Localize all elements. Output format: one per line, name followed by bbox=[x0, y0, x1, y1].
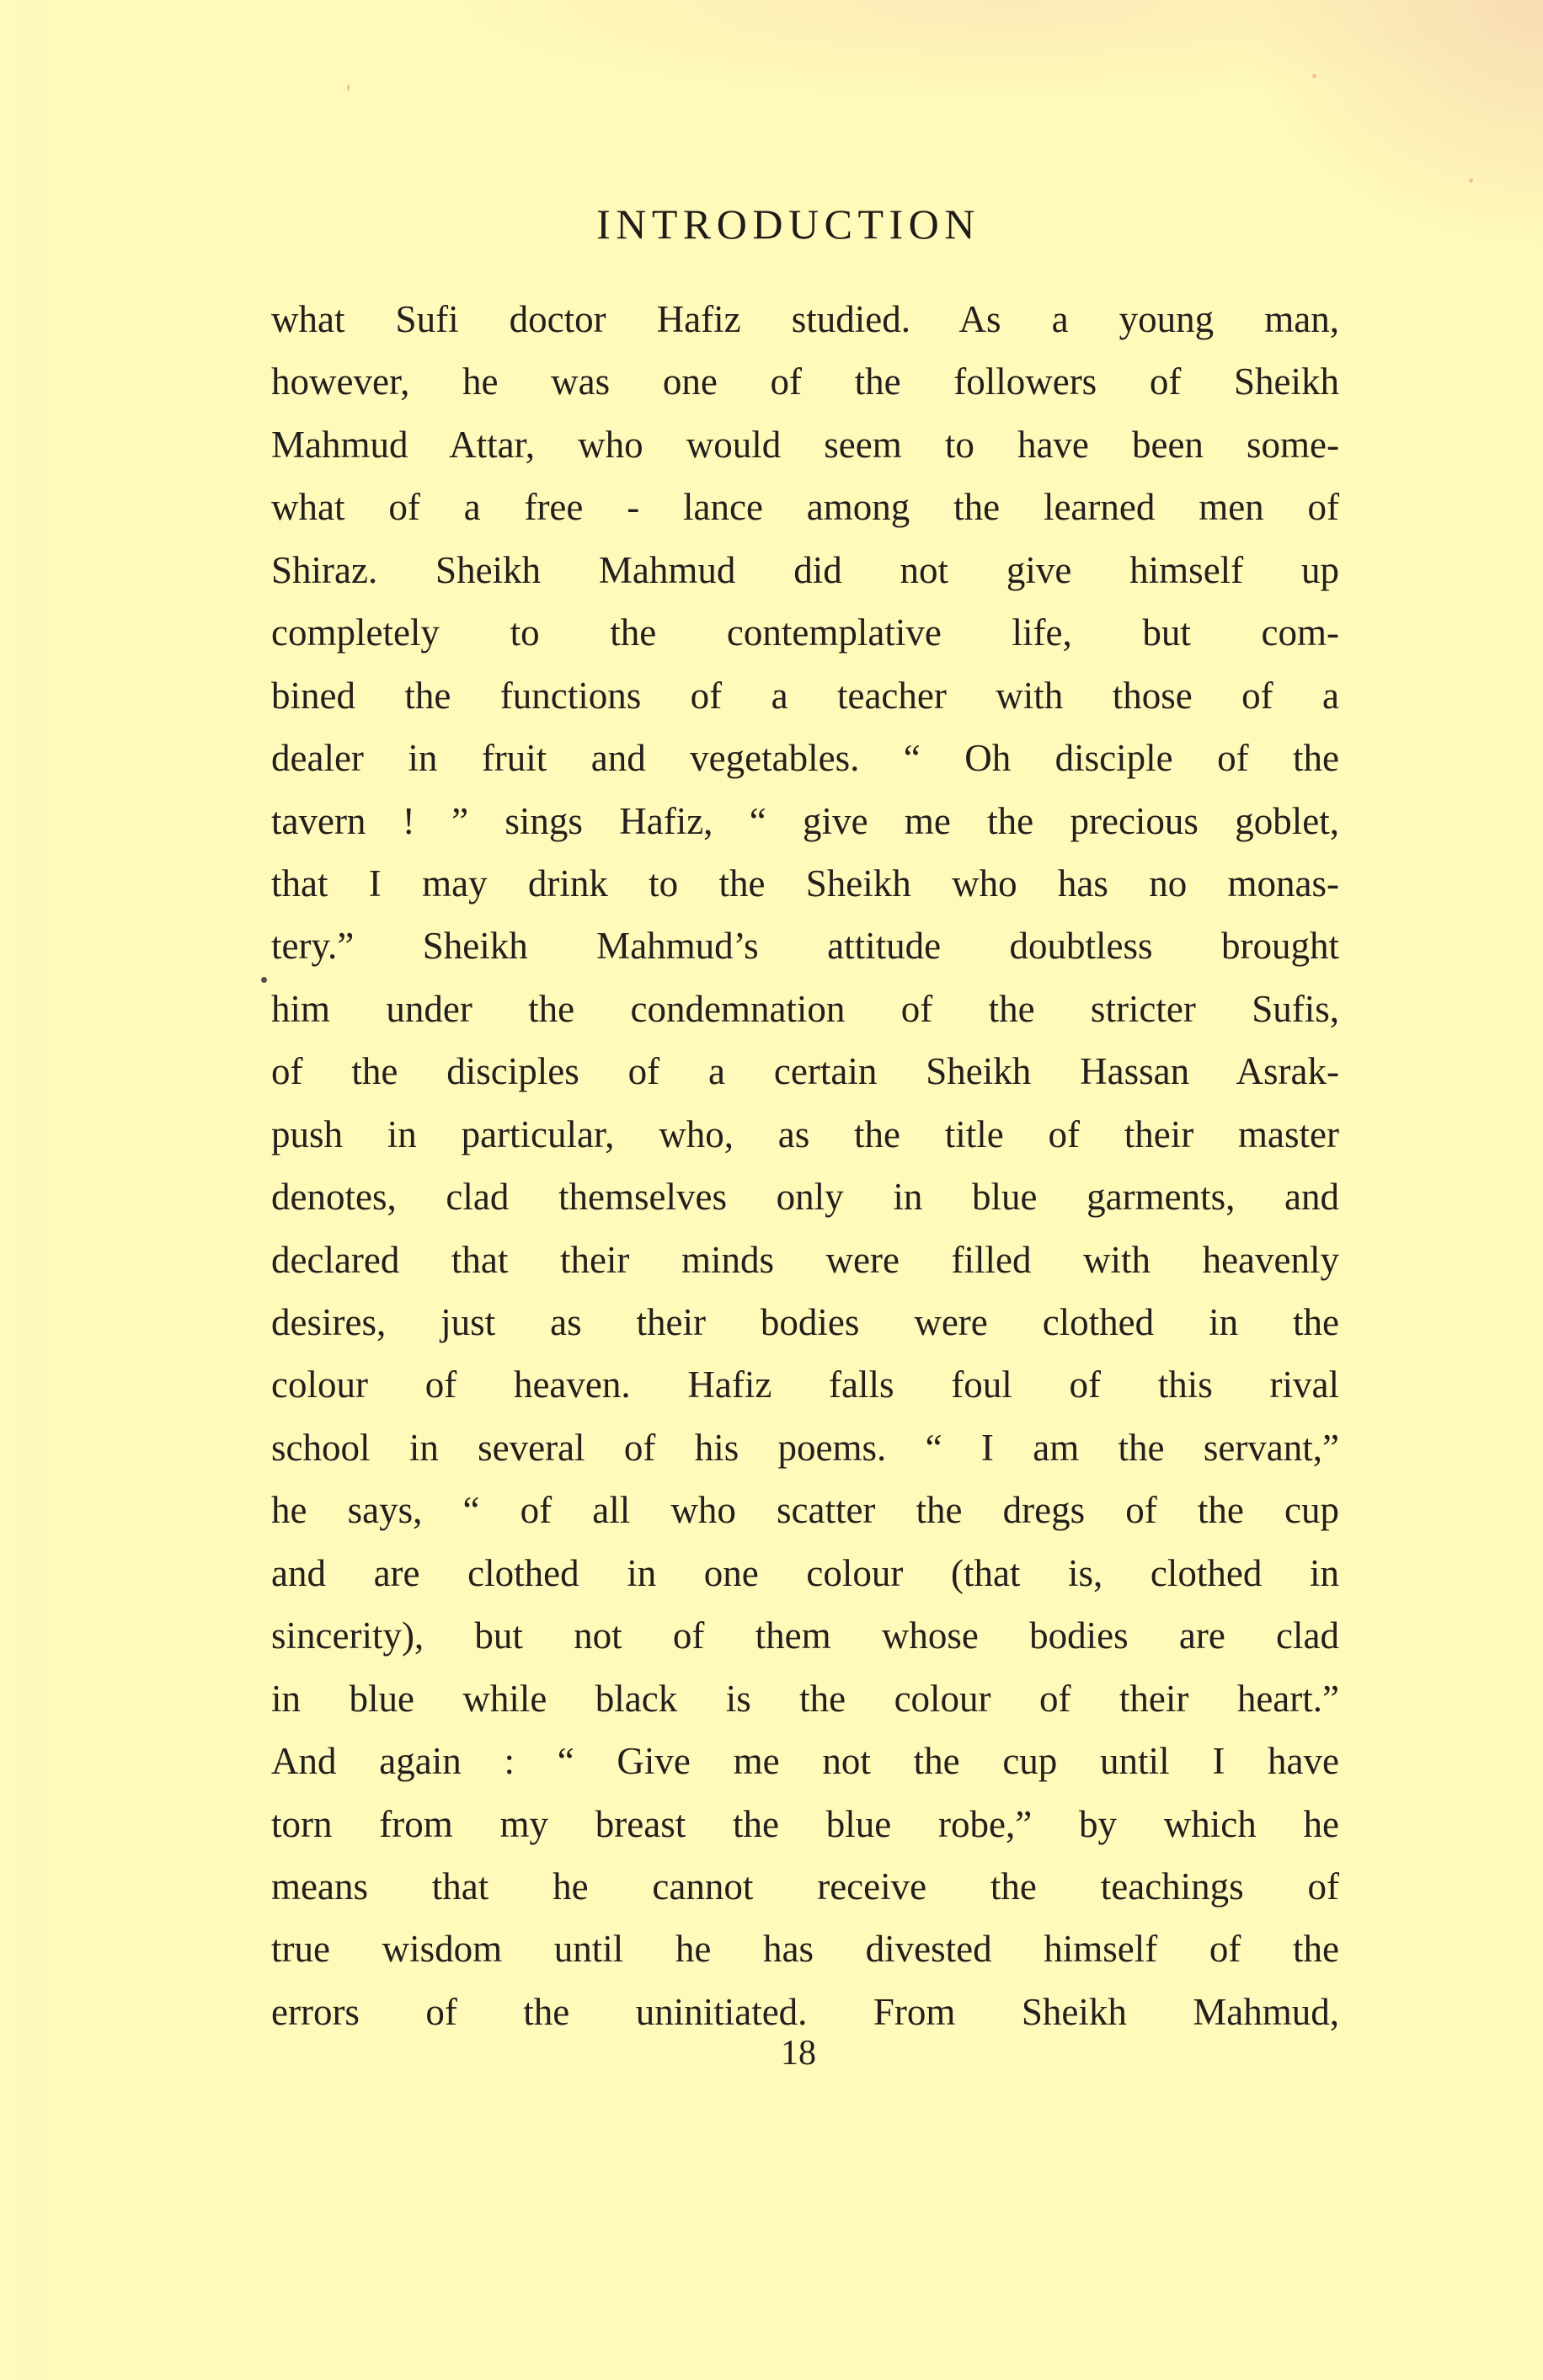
text-line: he says, “ of all who scatter the dregs of the cup bbox=[271, 1489, 1339, 1532]
text-line: school in several of his poems. “ I am the servant,” bbox=[271, 1426, 1339, 1469]
text-line: Mahmud Attar, who would seem to have been some- bbox=[271, 423, 1339, 466]
text-line: true wisdom until he has divested himself of the bbox=[271, 1928, 1339, 1971]
text-line: what Sufi doctor Hafiz studied. As a young man, bbox=[271, 298, 1339, 340]
text-line: completely to the contemplative life, but com- bbox=[271, 611, 1339, 654]
running-head: INTRODUCTION bbox=[596, 200, 980, 248]
text-line: him under the condemnation of the stricter Sufis, bbox=[271, 987, 1339, 1030]
stray-ink-dot bbox=[261, 977, 267, 983]
text-line: denotes, clad themselves only in blue garments, and bbox=[271, 1176, 1339, 1219]
text-line: that I may drink to the Sheikh who has no monas- bbox=[271, 862, 1339, 905]
foxing-spot bbox=[1469, 179, 1473, 183]
text-line: means that he cannot receive the teachings of bbox=[271, 1865, 1339, 1908]
foxing-spot bbox=[347, 84, 350, 91]
text-line: however, he was one of the followers of Sheikh bbox=[271, 360, 1339, 403]
foxing-spot bbox=[1312, 74, 1316, 78]
text-line: bined the functions of a teacher with those of a bbox=[271, 674, 1339, 717]
body-text bbox=[271, 288, 1339, 2043]
text-line: what of a free - lance among the learned men of bbox=[271, 486, 1339, 529]
page-number: 18 bbox=[781, 2034, 816, 2073]
text-line: tavern ! ” sings Hafiz, “ give me the precious goblet, bbox=[271, 799, 1339, 842]
text-line: tery.” Sheikh Mahmud’s attitude doubtless brought bbox=[271, 925, 1339, 968]
text-line: errors of the uninitiated. From Sheikh Mahmud, bbox=[271, 1990, 1339, 2033]
text-line: desires, just as their bodies were clothed in the bbox=[271, 1301, 1339, 1343]
text-line: torn from my breast the blue robe,” by which he bbox=[271, 1802, 1339, 1845]
text-line: sincerity), but not of them whose bodies are clad bbox=[271, 1614, 1339, 1657]
text-line: in blue while black is the colour of their heart.” bbox=[271, 1677, 1339, 1720]
text-line: of the disciples of a certain Sheikh Hassan Asrak- bbox=[271, 1050, 1339, 1093]
text-line: Shiraz. Sheikh Mahmud did not give himself up bbox=[271, 548, 1339, 591]
text-line: And again : “ Give me not the cup until I have bbox=[271, 1740, 1339, 1783]
text-line: colour of heaven. Hafiz falls foul of this rival bbox=[271, 1363, 1339, 1406]
text-line: push in particular, who, as the title of their master bbox=[271, 1113, 1339, 1155]
text-line: dealer in fruit and vegetables. “ Oh disciple of the bbox=[271, 737, 1339, 780]
text-line: and are clothed in one colour (that is, clothed in bbox=[271, 1551, 1339, 1594]
text-line: declared that their minds were filled with heavenly bbox=[271, 1238, 1339, 1281]
